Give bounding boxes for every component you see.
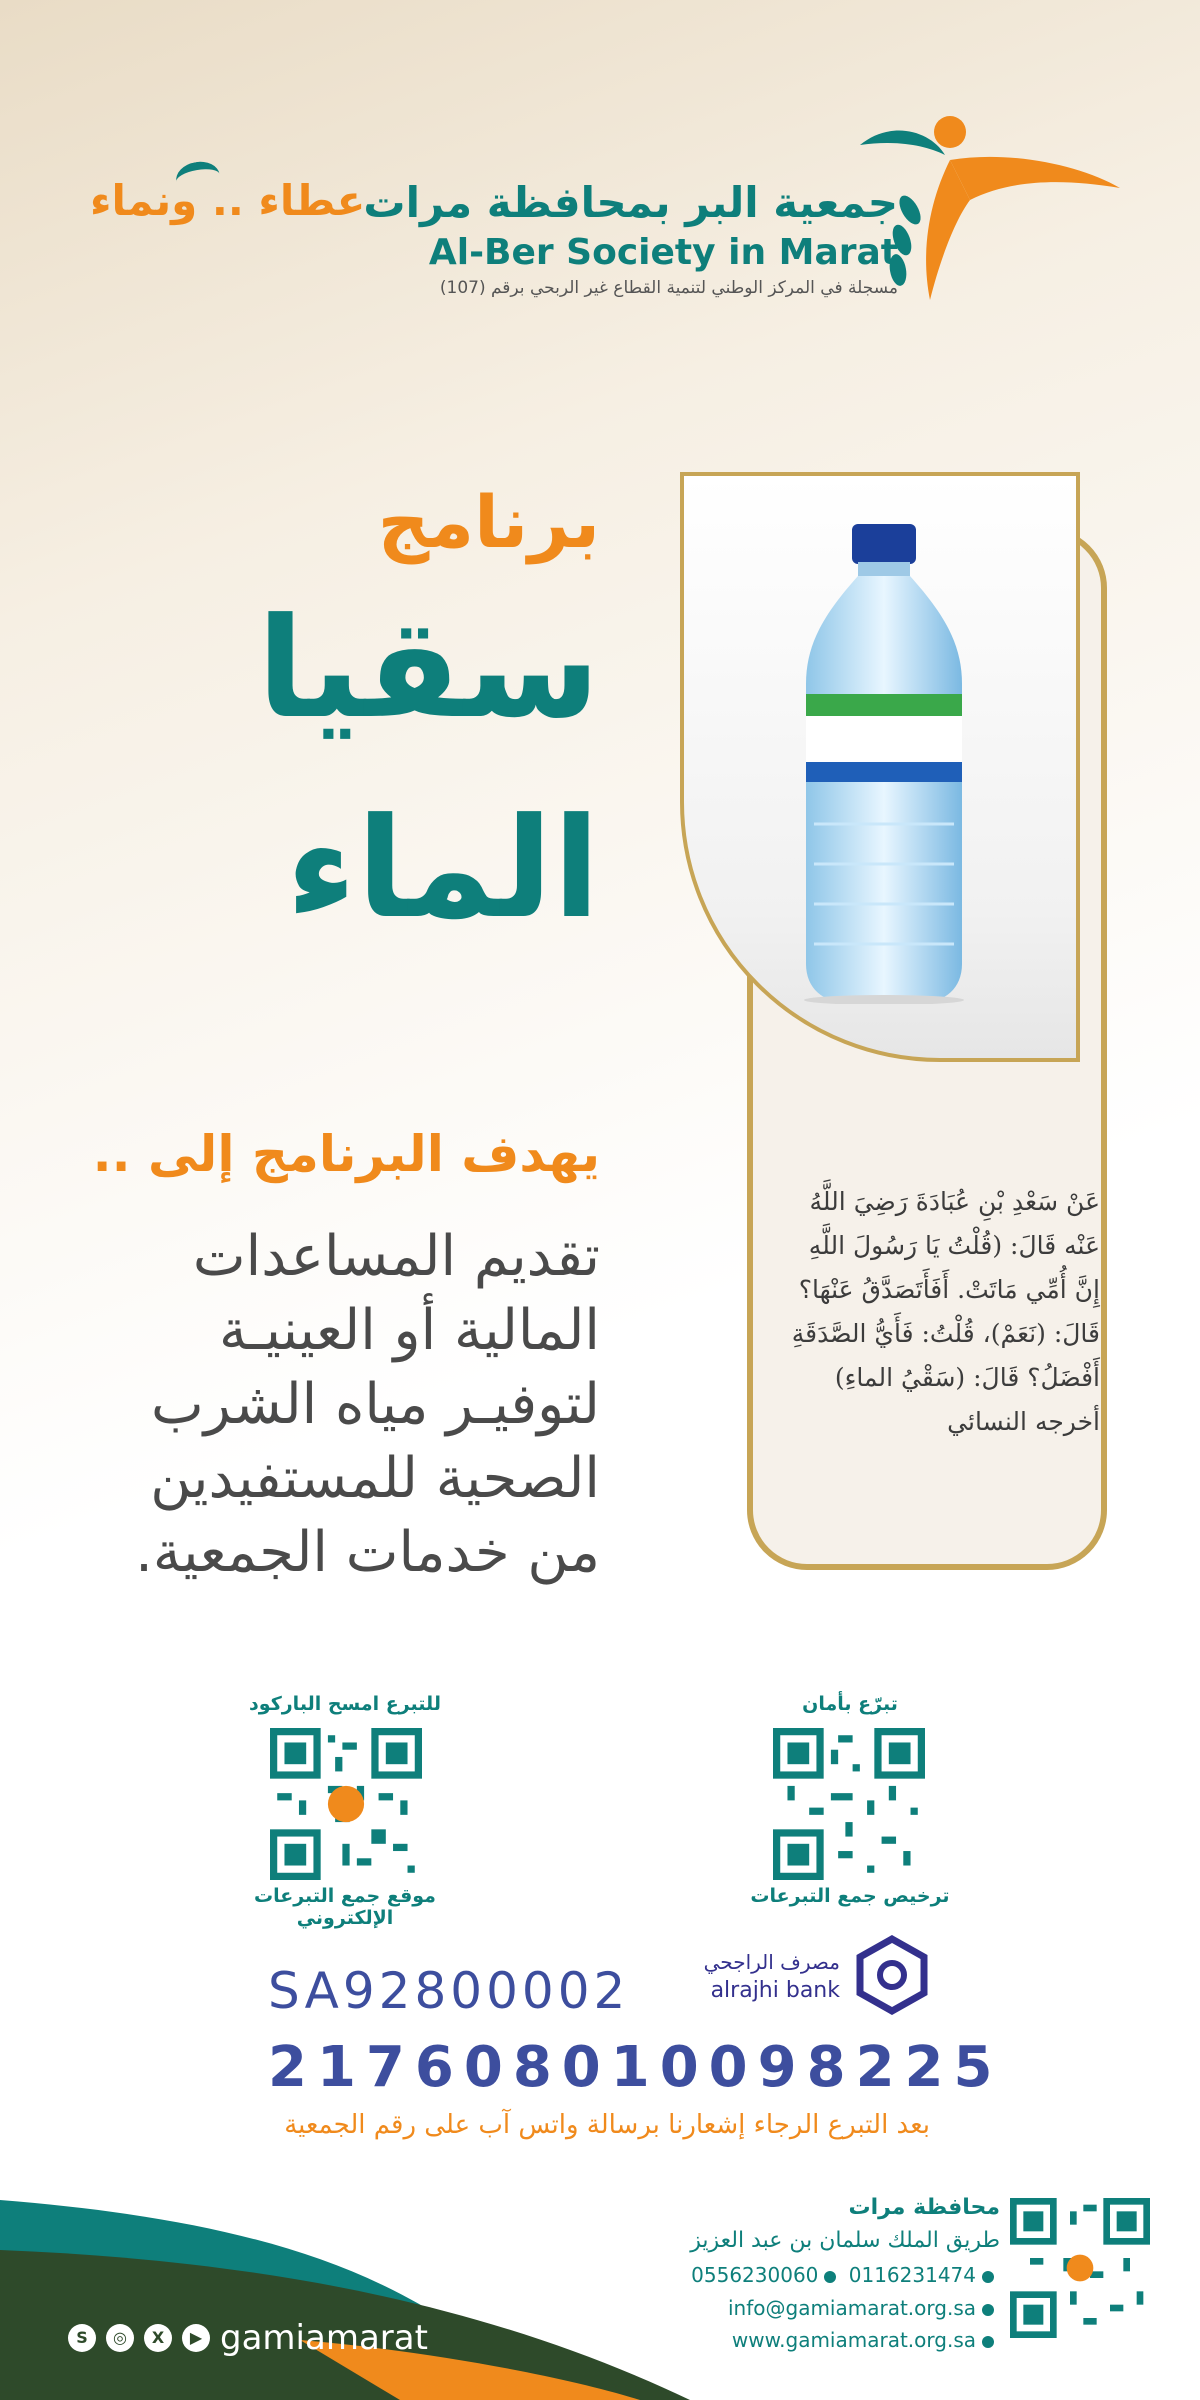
website-url[interactable]: www.gamiamarat.org.sa [731, 2328, 976, 2352]
bottle-photo [680, 472, 1080, 1062]
bank-name-arabic: مصرف الراجحي [703, 1950, 840, 1974]
address-region: محافظة مرات [848, 2195, 1000, 2220]
email-icon [982, 2304, 994, 2316]
x-icon[interactable]: X [144, 2324, 172, 2352]
qr-right-caption-bottom: ترخيص جمع التبرعات [750, 1885, 950, 1907]
snapchat-icon[interactable]: S [68, 2324, 96, 2352]
title-line-2: الماء [285, 788, 600, 949]
footer-qr-code[interactable] [1010, 2198, 1150, 2338]
iban-prefix: SA92800002 [268, 1962, 630, 2020]
water-bottle-icon [784, 524, 984, 1004]
qr-left-caption-top: للتبرع امسح الباركود [249, 1693, 441, 1715]
whatsapp-icon [824, 2271, 836, 2283]
registration-note: مسجلة في المركز الوطني لتنمية القطاع غير الربحي برقم (107) [439, 278, 898, 298]
globe-icon [982, 2336, 994, 2348]
qr-left-caption-bottom: موقع جمع التبرعات الإلكتروني [254, 1885, 436, 1929]
email-line [728, 2296, 1000, 2320]
program-label: برنامج [377, 480, 600, 564]
goal-heading: يهدف البرنامج إلى .. [92, 1125, 600, 1183]
phone-numbers [691, 2263, 1000, 2287]
donation-site-qr-code[interactable] [270, 1728, 422, 1880]
hadith-text: عَنْ سَعْدِ بْنِ عُبَادَةَ رَضِيَ اللَّهُ عَنْه قَالَ: (قُلْتُ يَا رَسُولَ اللَّهِ إِنَّ أُمِّي مَاتَتْ. أَفَأَتَصَدَّقُ عَنْهَا؟ قَالَ: (نَعَمْ)، قُلْتُ: فَأَيُّ الصَّدَقَةِ أَفْضَلُ؟ قَالَ: (سَقْيُ الماءِ) أخرجه النسائي [791, 1187, 1100, 1436]
donation-note: بعد التبرع الرجاء إشعارنا برسالة واتس آب على رقم الجمعية [284, 2110, 930, 2140]
address-street: طريق الملك سلمان بن عبد العزيز [690, 2228, 1000, 2253]
alrajhi-bank-logo-icon [852, 1935, 932, 2015]
instagram-icon[interactable]: ◎ [106, 2324, 134, 2352]
goal-body: تقديم المساعدات المالية أو العينيـة لتوفيـر مياه الشرب الصحية للمستفيدين من خدمات الجمعية. [135, 1224, 600, 1585]
org-name-english: Al-Ber Society in Marat [428, 232, 898, 273]
youtube-icon[interactable]: ▶ [182, 2324, 210, 2352]
mobile-number[interactable]: 0556230060 [691, 2263, 819, 2287]
website-line [732, 2328, 1000, 2352]
org-name-arabic: جمعية البر بمحافظة مرات [363, 178, 898, 227]
email-address[interactable]: info@gamiamarat.org.sa [727, 2296, 976, 2320]
landline-number[interactable]: 0116231474 [848, 2263, 976, 2287]
license-qr-code[interactable] [773, 1728, 925, 1880]
social-handle[interactable]: gamiamarat [220, 2318, 428, 2358]
bank-name-english: alrajhi bank [710, 1978, 840, 2003]
phone-icon [982, 2271, 994, 2283]
iban-number: 217608010098225 [268, 2035, 1003, 2100]
tagline: عطاء .. ونماء [90, 176, 366, 225]
qr-right-caption-top: تبرّع بأمان [802, 1693, 898, 1715]
title-line-1: سقيا [256, 588, 600, 749]
